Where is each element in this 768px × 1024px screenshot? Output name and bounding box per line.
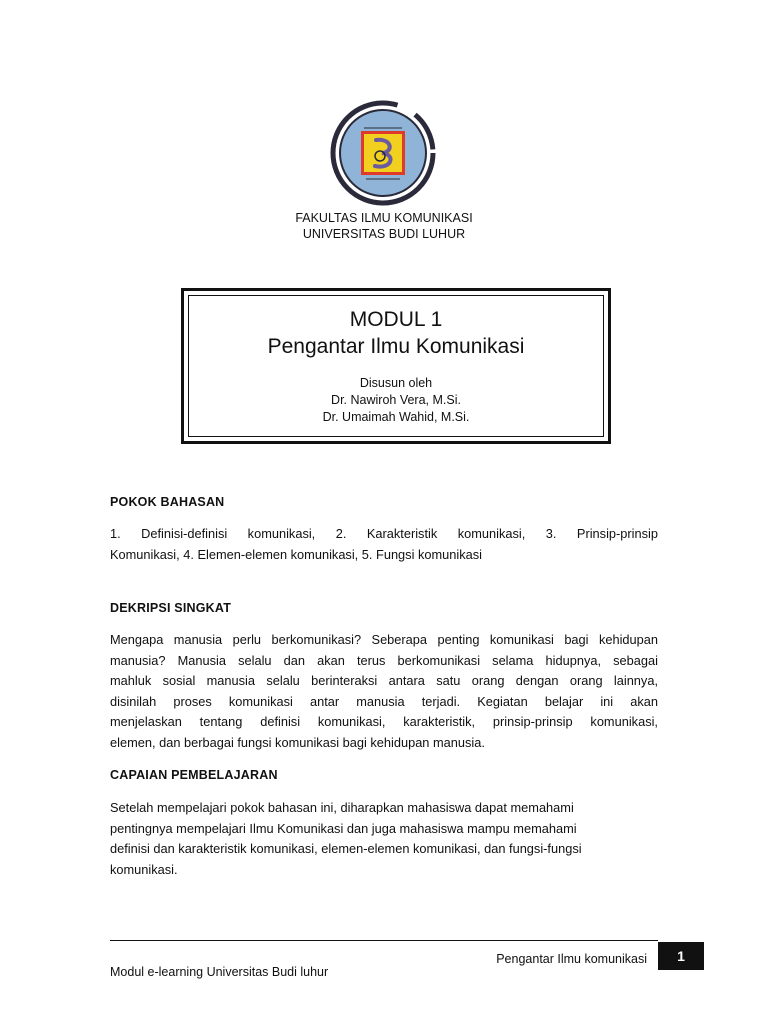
- compiled-by-block: [189, 375, 603, 426]
- body-line: menjelaskan tentang definisi komunikasi, karakteristik, prinsip-prinsip komunikasi,: [110, 714, 658, 729]
- body-line: Setelah mempelajari pokok bahasan ini, diharapkan mahasiswa dapat memahami: [110, 800, 574, 815]
- section-body-pokok-bahasan: [110, 524, 658, 565]
- footer-module-title: Pengantar Ilmu komunikasi: [496, 952, 647, 966]
- body-line: mahluk sosial manusia selalu berinteraksi antara satu orang dengan orang lainnya,: [110, 673, 658, 688]
- body-line: komunikasi.: [110, 861, 178, 877]
- section-heading-dekripsi-singkat: DEKRIPSI SINGKAT: [110, 601, 232, 615]
- body-line: definisi dan karakteristik komunikasi, elemen-elemen komunikasi, dan fungsi-fungsi: [110, 841, 582, 856]
- module-subtitle: Pengantar Ilmu Komunikasi: [267, 335, 525, 358]
- module-title-inner: [188, 295, 604, 437]
- university-logo: [330, 100, 436, 206]
- section-heading-pokok-bahasan: POKOK BAHASAN: [110, 495, 225, 509]
- university-logo-icon: [330, 100, 436, 206]
- body-line: pentingnya mempelajari Ilmu Komunikasi dan juga mahasiswa mampu memahami: [110, 820, 577, 836]
- compiled-by-label: Disusun oleh: [359, 376, 433, 390]
- author-2: Dr. Umaimah Wahid, M.Si.: [322, 410, 470, 424]
- module-number: MODUL 1: [349, 308, 443, 331]
- body-line: manusia? Manusia selalu dan akan terus berkomunikasi selama hidupnya, sebagai: [110, 652, 658, 668]
- body-line: elemen, dan berbagai fungsi komunikasi bagi kehidupan manusia.: [110, 734, 485, 750]
- body-line: disinilah proses komunikasi antar manusia terjadi. Kegiatan belajar ini akan: [110, 693, 658, 709]
- section-body-capaian-pembelajaran: [110, 798, 658, 880]
- module-title-box: [181, 288, 611, 444]
- section-heading-capaian-pembelajaran: CAPAIAN PEMBELAJARAN: [110, 768, 278, 782]
- page-number: 1: [658, 942, 704, 970]
- body-line: Mengapa manusia perlu berkomunikasi? Seberapa penting komunikasi bagi kehidupan: [110, 632, 658, 647]
- university-name: UNIVERSITAS BUDI LUHUR: [302, 227, 466, 241]
- footer-divider: [110, 940, 658, 941]
- author-1: Dr. Nawiroh Vera, M.Si.: [331, 393, 461, 407]
- body-line: 1. Definisi-definisi komunikasi, 2. Karakteristik komunikasi, 3. Prinsip-prinsip: [110, 526, 658, 541]
- institution-header: [0, 210, 768, 242]
- body-line: Komunikasi, 4. Elemen-elemen komunikasi, 5. Fungsi komunikasi: [110, 546, 482, 562]
- footer-publisher: Modul e-learning Universitas Budi luhur: [110, 965, 329, 979]
- faculty-name: FAKULTAS ILMU KOMUNIKASI: [295, 211, 473, 225]
- section-body-dekripsi-singkat: [110, 630, 658, 753]
